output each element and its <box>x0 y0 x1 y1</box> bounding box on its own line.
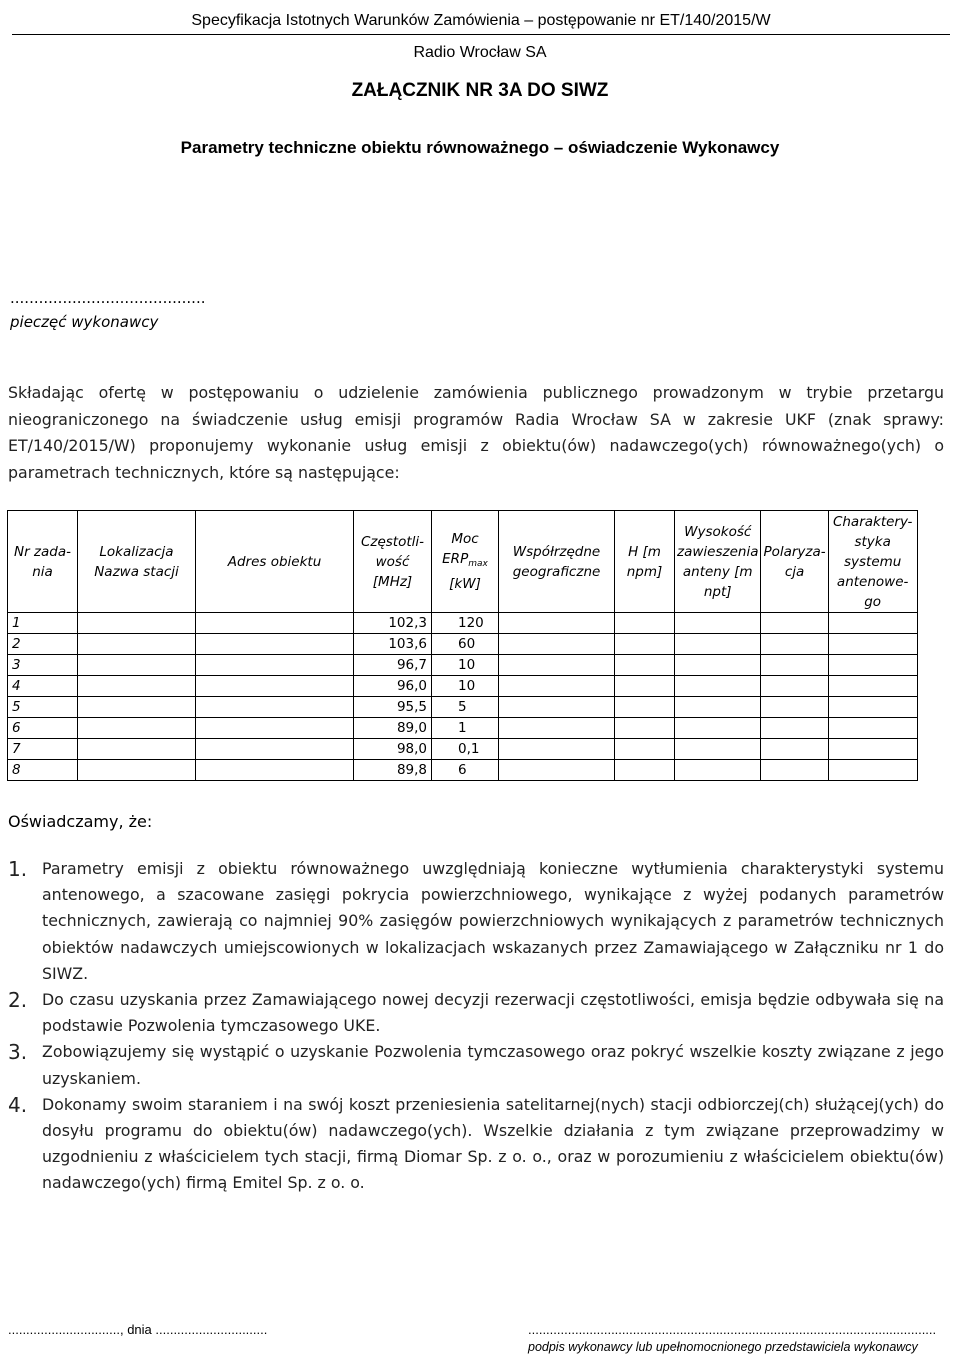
header-frequency: Częstotli-wość [MHz] <box>354 511 432 613</box>
cell-antenna-height <box>675 760 761 781</box>
cell-location <box>78 655 196 676</box>
cell-address <box>196 760 354 781</box>
cell-address <box>196 634 354 655</box>
cell-nr: 8 <box>8 760 78 781</box>
cell-antenna-height <box>675 718 761 739</box>
cell-frequency: 89,8 <box>354 760 432 781</box>
item-text: Dokonamy swoim staraniem i na swój koszt przeniesienia satelitarnej(nych) stacji odbiorczej(ch) służącej(ych) do dosyłu programu do obiektu(ów) nadawczego(ych). Wszelkie działania z tym związane przeprowadzimy w uzgodnieniu z właścicielem tych stacji, firmą Diomar Sp. z o. o., oraz w porozumieniu z właścicielem obiektu(ów) nadawczego(ych) firmą Emitel Sp. z o. o. <box>42 1094 944 1193</box>
cell-antenna-characteristic <box>828 697 917 718</box>
item-number: 3. <box>8 1040 28 1065</box>
table-header-row <box>8 511 918 613</box>
cell-antenna-characteristic <box>828 718 917 739</box>
parameters-table <box>7 510 918 781</box>
cell-erp: 0,1 <box>432 739 499 760</box>
cell-nr: 5 <box>8 697 78 718</box>
cell-h <box>615 676 675 697</box>
stamp-dots: ......................................... <box>10 289 206 307</box>
header-erp-unit: [kW] <box>449 576 481 592</box>
cell-coordinates <box>499 760 615 781</box>
item-text: Zobowiązujemy się wystąpić o uzyskanie Pozwolenia tymczasowego oraz pokryć wszelkie koszty związane z jego uzyskaniem. <box>42 1042 944 1088</box>
table-row <box>8 676 918 697</box>
cell-polarization <box>761 655 828 676</box>
declaration-item <box>8 987 944 1039</box>
cell-antenna-height <box>675 676 761 697</box>
header-antenna-characteristic: Charaktery-styka systemu antenowe-go <box>828 511 917 613</box>
stamp-label: pieczęć wykonawcy <box>10 313 159 331</box>
cell-h <box>615 718 675 739</box>
cell-antenna-characteristic <box>828 655 917 676</box>
cell-frequency: 89,0 <box>354 718 432 739</box>
cell-nr: 3 <box>8 655 78 676</box>
table-row <box>8 655 918 676</box>
header-erp-main: ERP <box>442 551 469 567</box>
header-rule <box>12 34 950 35</box>
cell-coordinates <box>499 655 615 676</box>
header-coordinates: Współrzędne geograficzne <box>499 511 615 613</box>
cell-location <box>78 760 196 781</box>
cell-frequency: 102,3 <box>354 613 432 634</box>
header-h: H [m npm] <box>615 511 675 613</box>
declaration-label: Oświadczamy, że: <box>8 812 153 831</box>
cell-coordinates <box>499 676 615 697</box>
cell-frequency: 95,5 <box>354 697 432 718</box>
cell-location <box>78 739 196 760</box>
cell-polarization <box>761 634 828 655</box>
declaration-list <box>8 856 944 1197</box>
table-row <box>8 760 918 781</box>
cell-address <box>196 676 354 697</box>
cell-h <box>615 655 675 676</box>
cell-address <box>196 697 354 718</box>
cell-address <box>196 613 354 634</box>
cell-frequency: 96,0 <box>354 676 432 697</box>
cell-location <box>78 676 196 697</box>
cell-h <box>615 697 675 718</box>
cell-erp: 10 <box>432 676 499 697</box>
cell-antenna-height <box>675 634 761 655</box>
cell-h <box>615 760 675 781</box>
cell-nr: 4 <box>8 676 78 697</box>
item-number: 2. <box>8 988 28 1013</box>
cell-polarization <box>761 697 828 718</box>
header-address: Adres obiektu <box>196 511 354 613</box>
cell-coordinates <box>499 613 615 634</box>
table-row <box>8 718 918 739</box>
cell-polarization <box>761 613 828 634</box>
cell-address <box>196 739 354 760</box>
spec-header: Specyfikacja Istotnych Warunków Zamówienia – postępowanie nr ET/140/2015/W <box>191 12 771 29</box>
header-erp-moc: Moc <box>451 531 479 547</box>
cell-erp: 10 <box>432 655 499 676</box>
cell-address <box>196 655 354 676</box>
table-row <box>8 634 918 655</box>
cell-polarization <box>761 676 828 697</box>
cell-address <box>196 718 354 739</box>
cell-antenna-characteristic <box>828 613 917 634</box>
cell-coordinates <box>499 718 615 739</box>
cell-erp: 5 <box>432 697 499 718</box>
header-antenna-height: Wysokość zawieszenia anteny [m npt] <box>675 511 761 613</box>
cell-erp: 6 <box>432 760 499 781</box>
cell-erp: 1 <box>432 718 499 739</box>
cell-coordinates <box>499 739 615 760</box>
table-row <box>8 739 918 760</box>
cell-nr: 6 <box>8 718 78 739</box>
cell-antenna-height <box>675 697 761 718</box>
header-nr: Nr zada-nia <box>8 511 78 613</box>
company-name: Radio Wrocław SA <box>413 44 547 61</box>
cell-h <box>615 613 675 634</box>
header-erp-sub: max <box>468 559 488 569</box>
cell-location <box>78 634 196 655</box>
cell-erp: 60 <box>432 634 499 655</box>
cell-polarization <box>761 760 828 781</box>
cell-polarization <box>761 718 828 739</box>
cell-location <box>78 613 196 634</box>
declaration-item <box>8 1039 944 1091</box>
cell-antenna-characteristic <box>828 634 917 655</box>
declaration-item <box>8 856 944 987</box>
cell-antenna-height <box>675 739 761 760</box>
date-line: ..............................., dnia ............................... <box>8 1322 268 1337</box>
cell-h <box>615 739 675 760</box>
cell-frequency: 96,7 <box>354 655 432 676</box>
cell-antenna-height <box>675 655 761 676</box>
intro-paragraph: Składając ofertę w postępowaniu o udzielenie zamówienia publicznego prowadzonym w trybie przetargu nieograniczonego na świadczenie usług emisji programów Radia Wrocław SA w zakresie UKF (znak sprawy: ET/140/2015/W) proponujemy wykonanie usług emisji z obiektu(ów) nadawczego(ych) równoważnego(ych) o parametrach technicznych, które są następujące: <box>8 383 944 482</box>
cell-nr: 7 <box>8 739 78 760</box>
item-text: Parametry emisji z obiektu równoważnego uwzględniają konieczne wytłumienia charakterystyki systemu antenowego, a szacowane zasięgi pokrycia powierzchniowego, wynikające z wyżej podanych parametrów technicznych, zawierają co najmniej 90% zasięgów powierzchniowych wynikających z parametrów technicznych obiektów nadawczych umiejscowionych w lokalizacjach wskazanych przez Zamawiającego w Załączniku nr 1 do SIWZ. <box>42 859 944 983</box>
table-row <box>8 697 918 718</box>
cell-antenna-characteristic <box>828 676 917 697</box>
signature-dots: ................................................................................................................. <box>528 1322 937 1337</box>
cell-frequency: 98,0 <box>354 739 432 760</box>
cell-antenna-characteristic <box>828 760 917 781</box>
contractor-stamp <box>10 286 206 334</box>
item-number: 1. <box>8 857 28 881</box>
signature-caption: podpis wykonawcy lub upełnomocnionego przedstawiciela wykonawcy <box>528 1340 918 1354</box>
cell-coordinates <box>499 697 615 718</box>
header-location: Lokalizacja Nazwa stacji <box>78 511 196 613</box>
cell-nr: 1 <box>8 613 78 634</box>
header-erp <box>432 511 499 613</box>
cell-antenna-height <box>675 613 761 634</box>
table-row <box>8 613 918 634</box>
cell-location <box>78 718 196 739</box>
cell-location <box>78 697 196 718</box>
item-number: 4. <box>8 1092 28 1117</box>
item-text: Do czasu uzyskania przez Zamawiającego nowej decyzji rezerwacji częstotliwości, emisja będzie odbywała się na podstawie Pozwolenia tymczasowego UKE. <box>42 990 944 1036</box>
cell-h <box>615 634 675 655</box>
cell-nr: 2 <box>8 634 78 655</box>
cell-coordinates <box>499 634 615 655</box>
cell-erp: 120 <box>432 613 499 634</box>
declaration-item <box>8 1092 944 1197</box>
header-polarization: Polaryza-cja <box>761 511 828 613</box>
cell-antenna-characteristic <box>828 739 917 760</box>
cell-polarization <box>761 739 828 760</box>
document-subtitle: Parametry techniczne obiektu równoważnego – oświadczenie Wykonawcy <box>180 138 780 157</box>
cell-frequency: 103,6 <box>354 634 432 655</box>
annex-title: ZAŁĄCZNIK NR 3A DO SIWZ <box>351 80 609 101</box>
